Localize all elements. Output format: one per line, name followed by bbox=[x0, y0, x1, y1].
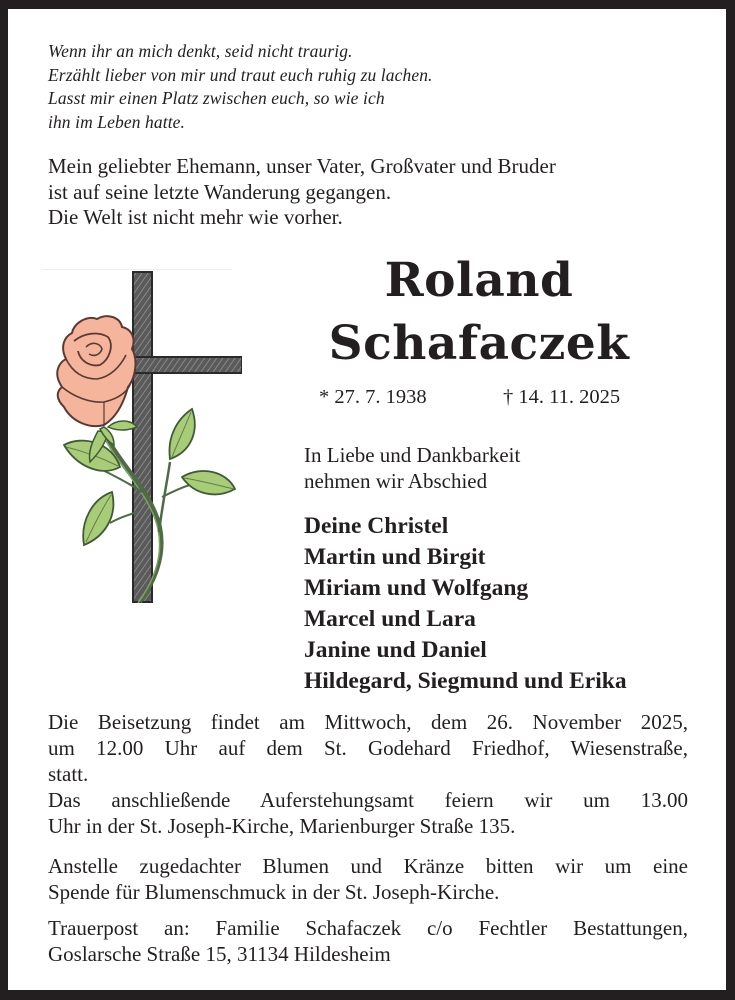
funeral-line: um 12.00 Uhr auf dem St. Godehard Friedhof, Wiesenstraße, bbox=[48, 736, 688, 760]
farewell-line: In Liebe und Dankbarkeit bbox=[304, 443, 521, 467]
intro-line: Mein geliebter Ehemann, unser Vater, Großvater und Bruder bbox=[48, 154, 556, 178]
address-line: Trauerpost an: Familie Schafaczek c/o Fechtler Bestattungen, bbox=[48, 916, 688, 940]
donation-line: Anstelle zugedachter Blumen und Kränze bitten wir um eine bbox=[48, 854, 688, 878]
farewell-text bbox=[304, 442, 520, 494]
poem-line: Wenn ihr an mich denkt, seid nicht traurig. bbox=[48, 41, 353, 61]
funeral-line: statt. bbox=[48, 762, 89, 786]
mourner-entry: Martin und Birgit bbox=[304, 544, 486, 570]
funeral-line: Uhr in der St. Joseph-Kirche, Marienburger Straße 135. bbox=[48, 814, 516, 838]
deceased-first-name: Roland bbox=[384, 253, 574, 308]
birth-date: * 27. 7. 1938 bbox=[319, 386, 427, 408]
poem-line: ihn im Leben hatte. bbox=[48, 111, 186, 132]
obituary-notice bbox=[8, 9, 726, 990]
memorial-poem bbox=[48, 40, 608, 134]
farewell-line: nehmen wir Abschied bbox=[304, 469, 488, 493]
address-line: Goslarsche Straße 15, 31134 Hildesheim bbox=[48, 942, 391, 966]
intro-text bbox=[48, 154, 698, 231]
mourner-entry: Janine und Daniel bbox=[304, 637, 487, 663]
mourners-list bbox=[304, 511, 627, 697]
death-date: † 14. 11. 2025 bbox=[503, 386, 621, 408]
condolence-address bbox=[48, 915, 688, 967]
mourner-entry: Marcel und Lara bbox=[304, 606, 476, 632]
intro-line: Die Welt ist nicht mehr wie vorher. bbox=[48, 205, 343, 229]
mourner-entry: Miriam und Wolfgang bbox=[304, 575, 529, 601]
funeral-line: Die Beisetzung findet am Mittwoch, dem 26. November 2025, bbox=[48, 710, 688, 734]
cross-with-rose-icon bbox=[42, 267, 242, 617]
funeral-details bbox=[48, 709, 688, 839]
funeral-line: Das anschließende Auferstehungsamt feiern wir um 13.00 bbox=[48, 788, 688, 812]
mourner-entry: Deine Christel bbox=[304, 513, 449, 539]
donation-request bbox=[48, 853, 688, 905]
poem-line: Erzählt lieber von mir und traut euch ruhig zu lachen. bbox=[48, 64, 433, 85]
donation-line: Spende für Blumenschmuck in der St. Joseph-Kirche. bbox=[48, 880, 500, 904]
poem-line: Lasst mir einen Platz zwischen euch, so wie ich bbox=[48, 88, 385, 108]
deceased-last-name: Schafaczek bbox=[328, 316, 630, 371]
mourner-entry: Hildegard, Siegmund und Erika bbox=[304, 668, 627, 694]
intro-line: ist auf seine letzte Wanderung gegangen. bbox=[48, 179, 392, 204]
